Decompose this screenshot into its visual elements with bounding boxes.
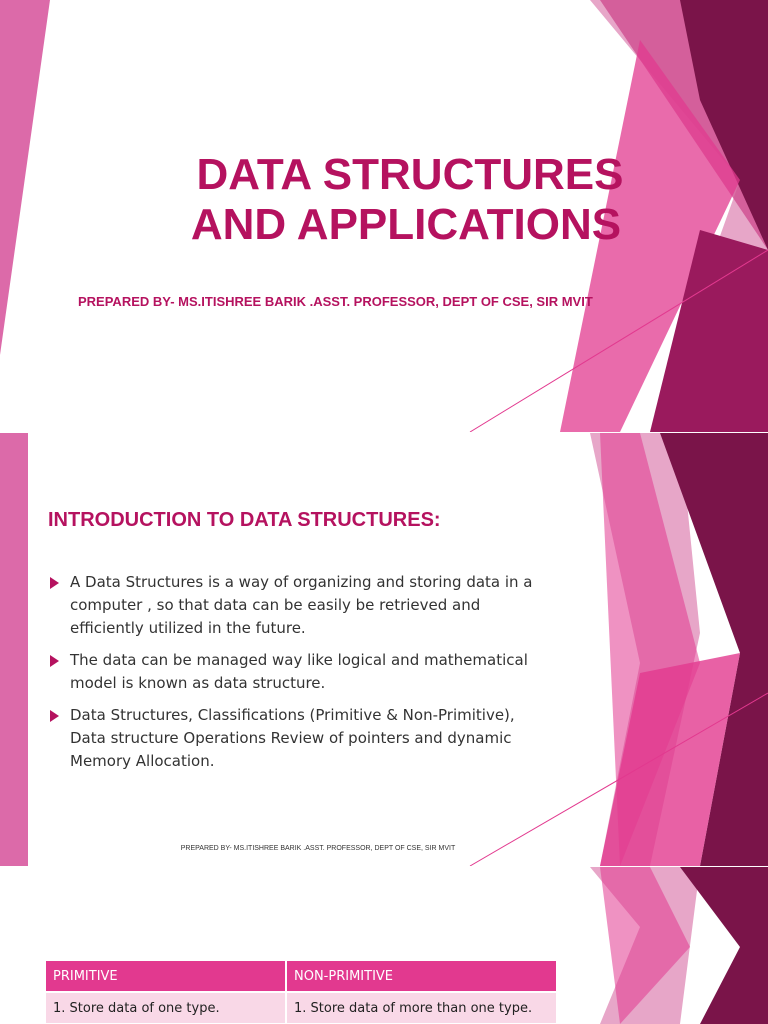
bullet-text: The data can be managed way like logical and mathematical model is known as data structure. [70, 651, 528, 692]
bullet-item [48, 571, 548, 640]
column-header-primitive: PRIMITIVE [46, 961, 285, 991]
bullet-text: A Data Structures is a way of organizing and storing data in a computer , so that data can be easily be retrieved and efficiently utilized in the future. [70, 573, 533, 637]
section-heading: INTRODUCTION TO DATA STRUCTURES: [48, 509, 441, 531]
title-line-1: DATA STRUCTURES [196, 150, 624, 199]
triangle-bullet-icon [50, 655, 59, 667]
title-slide [0, 0, 768, 432]
intro-slide [0, 433, 768, 866]
table-cell: 1. Store data of one type. [46, 993, 285, 1023]
bullet-item [48, 649, 548, 695]
title-line-2: AND APPLICATIONS [190, 200, 622, 249]
comparison-slide [0, 867, 768, 1024]
comparison-table [44, 959, 558, 1024]
bullet-item [48, 704, 548, 773]
column-header-non-primitive: NON-PRIMITIVE [287, 961, 556, 991]
triangle-bullet-icon [50, 577, 59, 589]
subtitle: PREPARED BY- MS.ITISHREE BARIK .ASST. PROFESSOR, DEPT OF CSE, SIR MVIT [78, 294, 593, 309]
triangle-bullet-icon [50, 710, 59, 722]
table-header-row [46, 961, 556, 991]
table-cell: 1. Store data of more than one type. [287, 993, 556, 1023]
bullet-list [48, 571, 548, 782]
bullet-text: Data Structures, Classifications (Primitive & Non-Primitive), Data structure Operations Review of pointers and dynamic Memory Allocation. [70, 706, 515, 770]
slide-footer: PREPARED BY- MS.ITISHREE BARIK .ASST. PROFESSOR, DEPT OF CSE, SIR MVIT [180, 845, 456, 852]
table-row [46, 993, 556, 1023]
